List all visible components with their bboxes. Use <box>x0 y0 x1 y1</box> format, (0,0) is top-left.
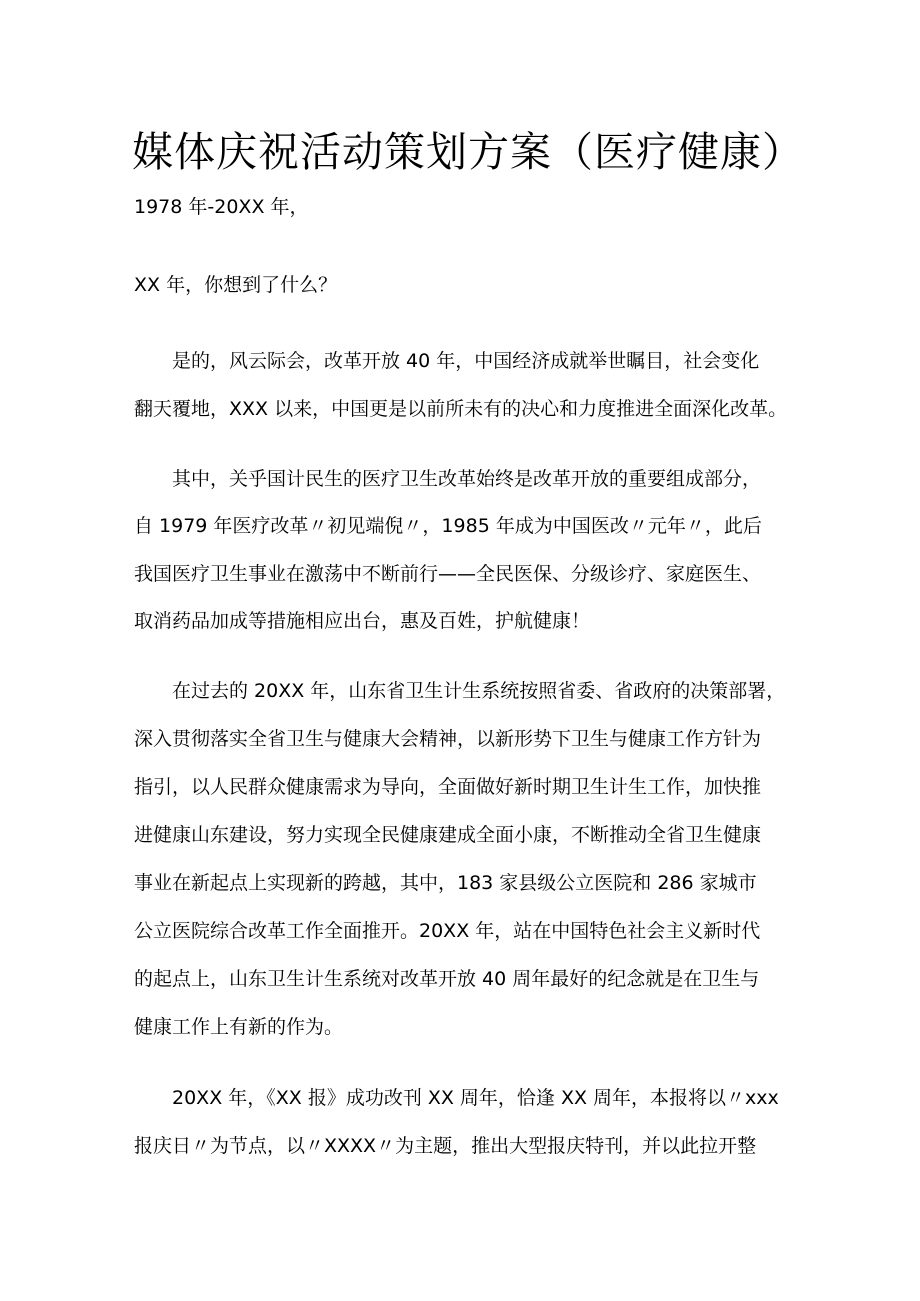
paragraph-2-line-3: 我国医疗卫生事业在激荡中不断前行——全民医保、分级诊疗、家庭医生、 <box>134 563 762 585</box>
paragraph-3-line-8: 健康工作上有新的作为。 <box>134 1016 344 1038</box>
paragraph-3-line-3: 指引，以人民群众健康需求为导向，全面做好新时期卫生计生工作，加快推 <box>134 776 762 798</box>
paragraph-3-line-7: 的起点上，山东卫生计生系统对改革开放 40 周年最好的纪念就是在卫生与 <box>134 968 760 990</box>
paragraph-3-line-1: 在过去的 20XX 年，山东省卫生计生系统按照省委、省政府的决策部署， <box>134 680 786 702</box>
document-title: 媒体庆祝活动策划方案（医疗健康） <box>132 128 804 176</box>
paragraph-2-line-2: 自 1979 年医疗改革〃初见端倪〃，1985 年成为中国医改〃元年〃，此后 <box>134 515 762 537</box>
paragraph-1-line-2: 翻天覆地，XXX 以来，中国更是以前所未有的决心和力度推进全面深化改革。 <box>134 398 788 420</box>
paragraph-3-line-5: 事业在新起点上实现新的跨越，其中，183 家县级公立医院和 286 家城市 <box>134 872 757 894</box>
paragraph-2-line-1: 其中，关乎国计民生的医疗卫生改革始终是改革开放的重要组成部分， <box>134 468 762 490</box>
paragraph-2-line-4: 取消药品加成等措施相应出台，惠及百姓，护航健康！ <box>134 610 591 632</box>
paragraph-3-line-2: 深入贯彻落实全省卫生与健康大会精神，以新形势下卫生与健康工作方针为 <box>134 728 762 750</box>
question-line: XX 年，你想到了什么？ <box>134 274 338 296</box>
paragraph-4-line-1: 20XX 年，《XX 报》成功改刊 XX 周年，恰逢 XX 周年，本报将以〃xxx <box>134 1087 779 1109</box>
paragraph-1-line-1: 是的，风云际会，改革开放 40 年，中国经济成就举世瞩目，社会变化 <box>134 350 760 372</box>
paragraph-3-line-4: 进健康山东建设，努力实现全民健康建成全面小康，不断推动全省卫生健康 <box>134 824 762 846</box>
paragraph-4-line-2: 报庆日〃为节点，以〃XXXX〃为主题，推出大型报庆特刊，并以此拉开整 <box>134 1135 757 1157</box>
dateline: 1978 年-20XX 年， <box>134 196 309 218</box>
paragraph-3-line-6: 公立医院综合改革工作全面推开。20XX 年，站在中国特色社会主义新时代 <box>134 920 761 942</box>
